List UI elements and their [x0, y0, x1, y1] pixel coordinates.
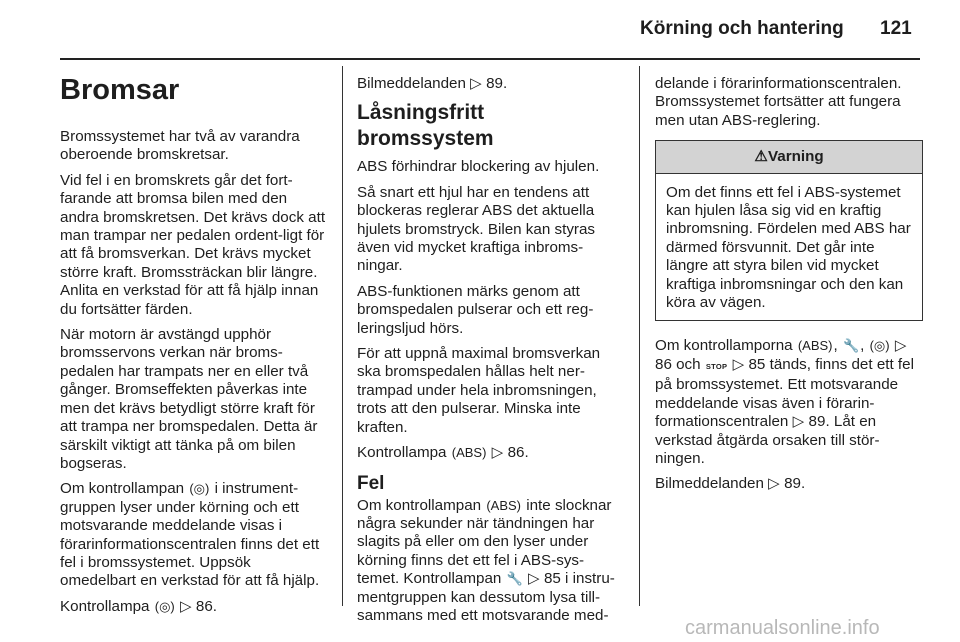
paragraph: Om kontrollamporna (ABS), 🔧, (◎) ▷ 86 och STOP ▷ 85 tänds, finns det ett fel på bromssystemet. Ett motsvarande meddelande visas även i förarin-formationscentralen ▷ 89. Låt en verkstad åtgärda orsaken till stör-ningen. [655, 337, 914, 467]
warning-icon: ⚠ [754, 148, 768, 166]
watermark: carmanualsonline.info [685, 617, 880, 639]
text: 85 i instru-mentgruppen kan dessutom lysa till-sammans med ett motsvarande med- [357, 570, 615, 624]
text: 86. [195, 597, 218, 615]
page-ref-icon: ▷ [792, 413, 805, 431]
text: Kontrollampa [357, 444, 447, 462]
text: inte slocknar några sekunder när tändningen har slagits på eller om den lyser under körning finns det ett fel i ABS-sys-temet. Kontrollampan [357, 496, 612, 588]
stop-icon: STOP [705, 361, 728, 371]
text: 86. [507, 444, 529, 462]
page-number: 121 [880, 18, 912, 39]
page-ref-icon: ▷ [528, 570, 540, 588]
text: Kontrollampa [60, 597, 150, 615]
abs-icon: (ABS) [797, 338, 833, 354]
text: Bilmeddelanden [357, 75, 466, 92]
section-heading-bromsar: Bromsar [60, 74, 180, 106]
subsection-heading-fel: Fel [357, 472, 385, 494]
paragraph: ABS förhindrar blockering av hjulen. [357, 158, 600, 176]
column-1 [60, 64, 328, 623]
page-ref-icon: ▷ [894, 337, 907, 355]
paragraph [60, 598, 328, 616]
text: Om kontrollamporna [655, 337, 793, 355]
paragraph [357, 497, 625, 626]
header-rule [60, 58, 920, 60]
page-header-title: Körning och hantering [640, 18, 844, 39]
abs-icon: (ABS) [451, 445, 487, 461]
text: Om kontrollampan [60, 480, 185, 498]
text: Bilmeddelanden [655, 475, 764, 493]
column-divider-2 [639, 66, 640, 606]
text: 89. [784, 475, 806, 493]
text: i instrument-gruppen lyser under körning och ett motsvarande meddelande visas i förarinformationscentralen finns det ett fel i bromssystemet. Uppsök omedelbart en verkstad för att få hjälp. [60, 480, 320, 590]
page-ref-icon: ▷ [732, 355, 745, 373]
warning-title: Varning [767, 148, 824, 166]
brake-warning-icon: (◎) [154, 598, 175, 614]
warning-header [656, 141, 922, 173]
paragraph: För att uppnå maximal bromsverkan ska bromspedalen hållas helt ner-trampad under hela inbromsningen, trots att den pulserar. Minska inte kraften. [357, 345, 601, 436]
wrench-icon: 🔧 [506, 571, 523, 587]
paragraph: ABS-funktionen märks genom att bromspedalen pulserar och ett reg-leringsljud hörs. [357, 282, 594, 337]
paragraph: Vid fel i en bromskrets går det fort-farande att bromsa bilen med den andra bromskretsen. Det krävs dock att man trampar ner pedalen ordent-ligt för att få bromsverkan. Det krävs mycket större kraft. Bromssträckan blir längre. Anlita en verkstad för att få hjälp innan du fortsätter färden. [60, 171, 326, 318]
column-3 [655, 75, 923, 501]
wrench-icon: 🔧 [842, 338, 860, 354]
abs-icon: (ABS) [486, 497, 521, 513]
section-heading-abs: Låsningsfritt bromssystem [357, 101, 494, 151]
paragraph [60, 480, 328, 590]
text: 86 och [655, 355, 701, 373]
warning-box [655, 140, 923, 321]
text: 85 tänds, finns det ett fel på bromssystemet. Ett motsvarande meddelande visas även i förarin-formationscentralen [655, 355, 914, 431]
paragraph [357, 75, 625, 93]
text: 89. Låt en verkstad åtgärda orsaken till stör-ningen. [655, 413, 880, 467]
text: 89. [486, 75, 508, 92]
paragraph: När motorn är avstängd upphör bromsservons verkan när broms-pedalen har trampats ner en eller två gånger. Bromseffekten påverkas inte men det krävs betydligt större kraft för att trampa ner bromspedalen. Detta är särskilt viktigt att tänka på om bilen bogseras. [60, 326, 318, 472]
paragraph: Bromssystemet har två av varandra oberoende bromskretsar. [60, 128, 300, 164]
column-2 [357, 75, 625, 632]
brake-warning-icon: (◎) [189, 481, 210, 497]
page-ref-icon: ▷ [179, 597, 192, 615]
column-divider-1 [342, 66, 343, 606]
paragraph: Så snart ett hjul har en tendens att blockeras reglerar ABS det aktuella hjulets bromstryck. Bilen kan styras även vid mycket kraftiga inbroms-ningar. [357, 183, 596, 275]
page-ref-icon: ▷ [491, 444, 504, 462]
paragraph: delande i förarinformationscentralen. Bromssystemet fortsätter att fungera men utan ABS-reglering. [655, 75, 902, 129]
paragraph [655, 475, 923, 493]
page-ref-icon: ▷ [768, 475, 780, 493]
brake-warning-icon: (◎) [869, 338, 890, 354]
text: Om kontrollampan [357, 496, 482, 514]
warning-text: Om det finns ett fel i ABS-systemet kan hjulen låsa sig vid en kraftig inbromsning. Fördelen med ABS har därmed försvunnit. Det går inte längre att styra bilen vid mycket kraftiga inbromsningar och den kan köra av vägen. [666, 183, 911, 312]
page-ref-icon: ▷ [470, 75, 482, 92]
paragraph [357, 444, 625, 462]
